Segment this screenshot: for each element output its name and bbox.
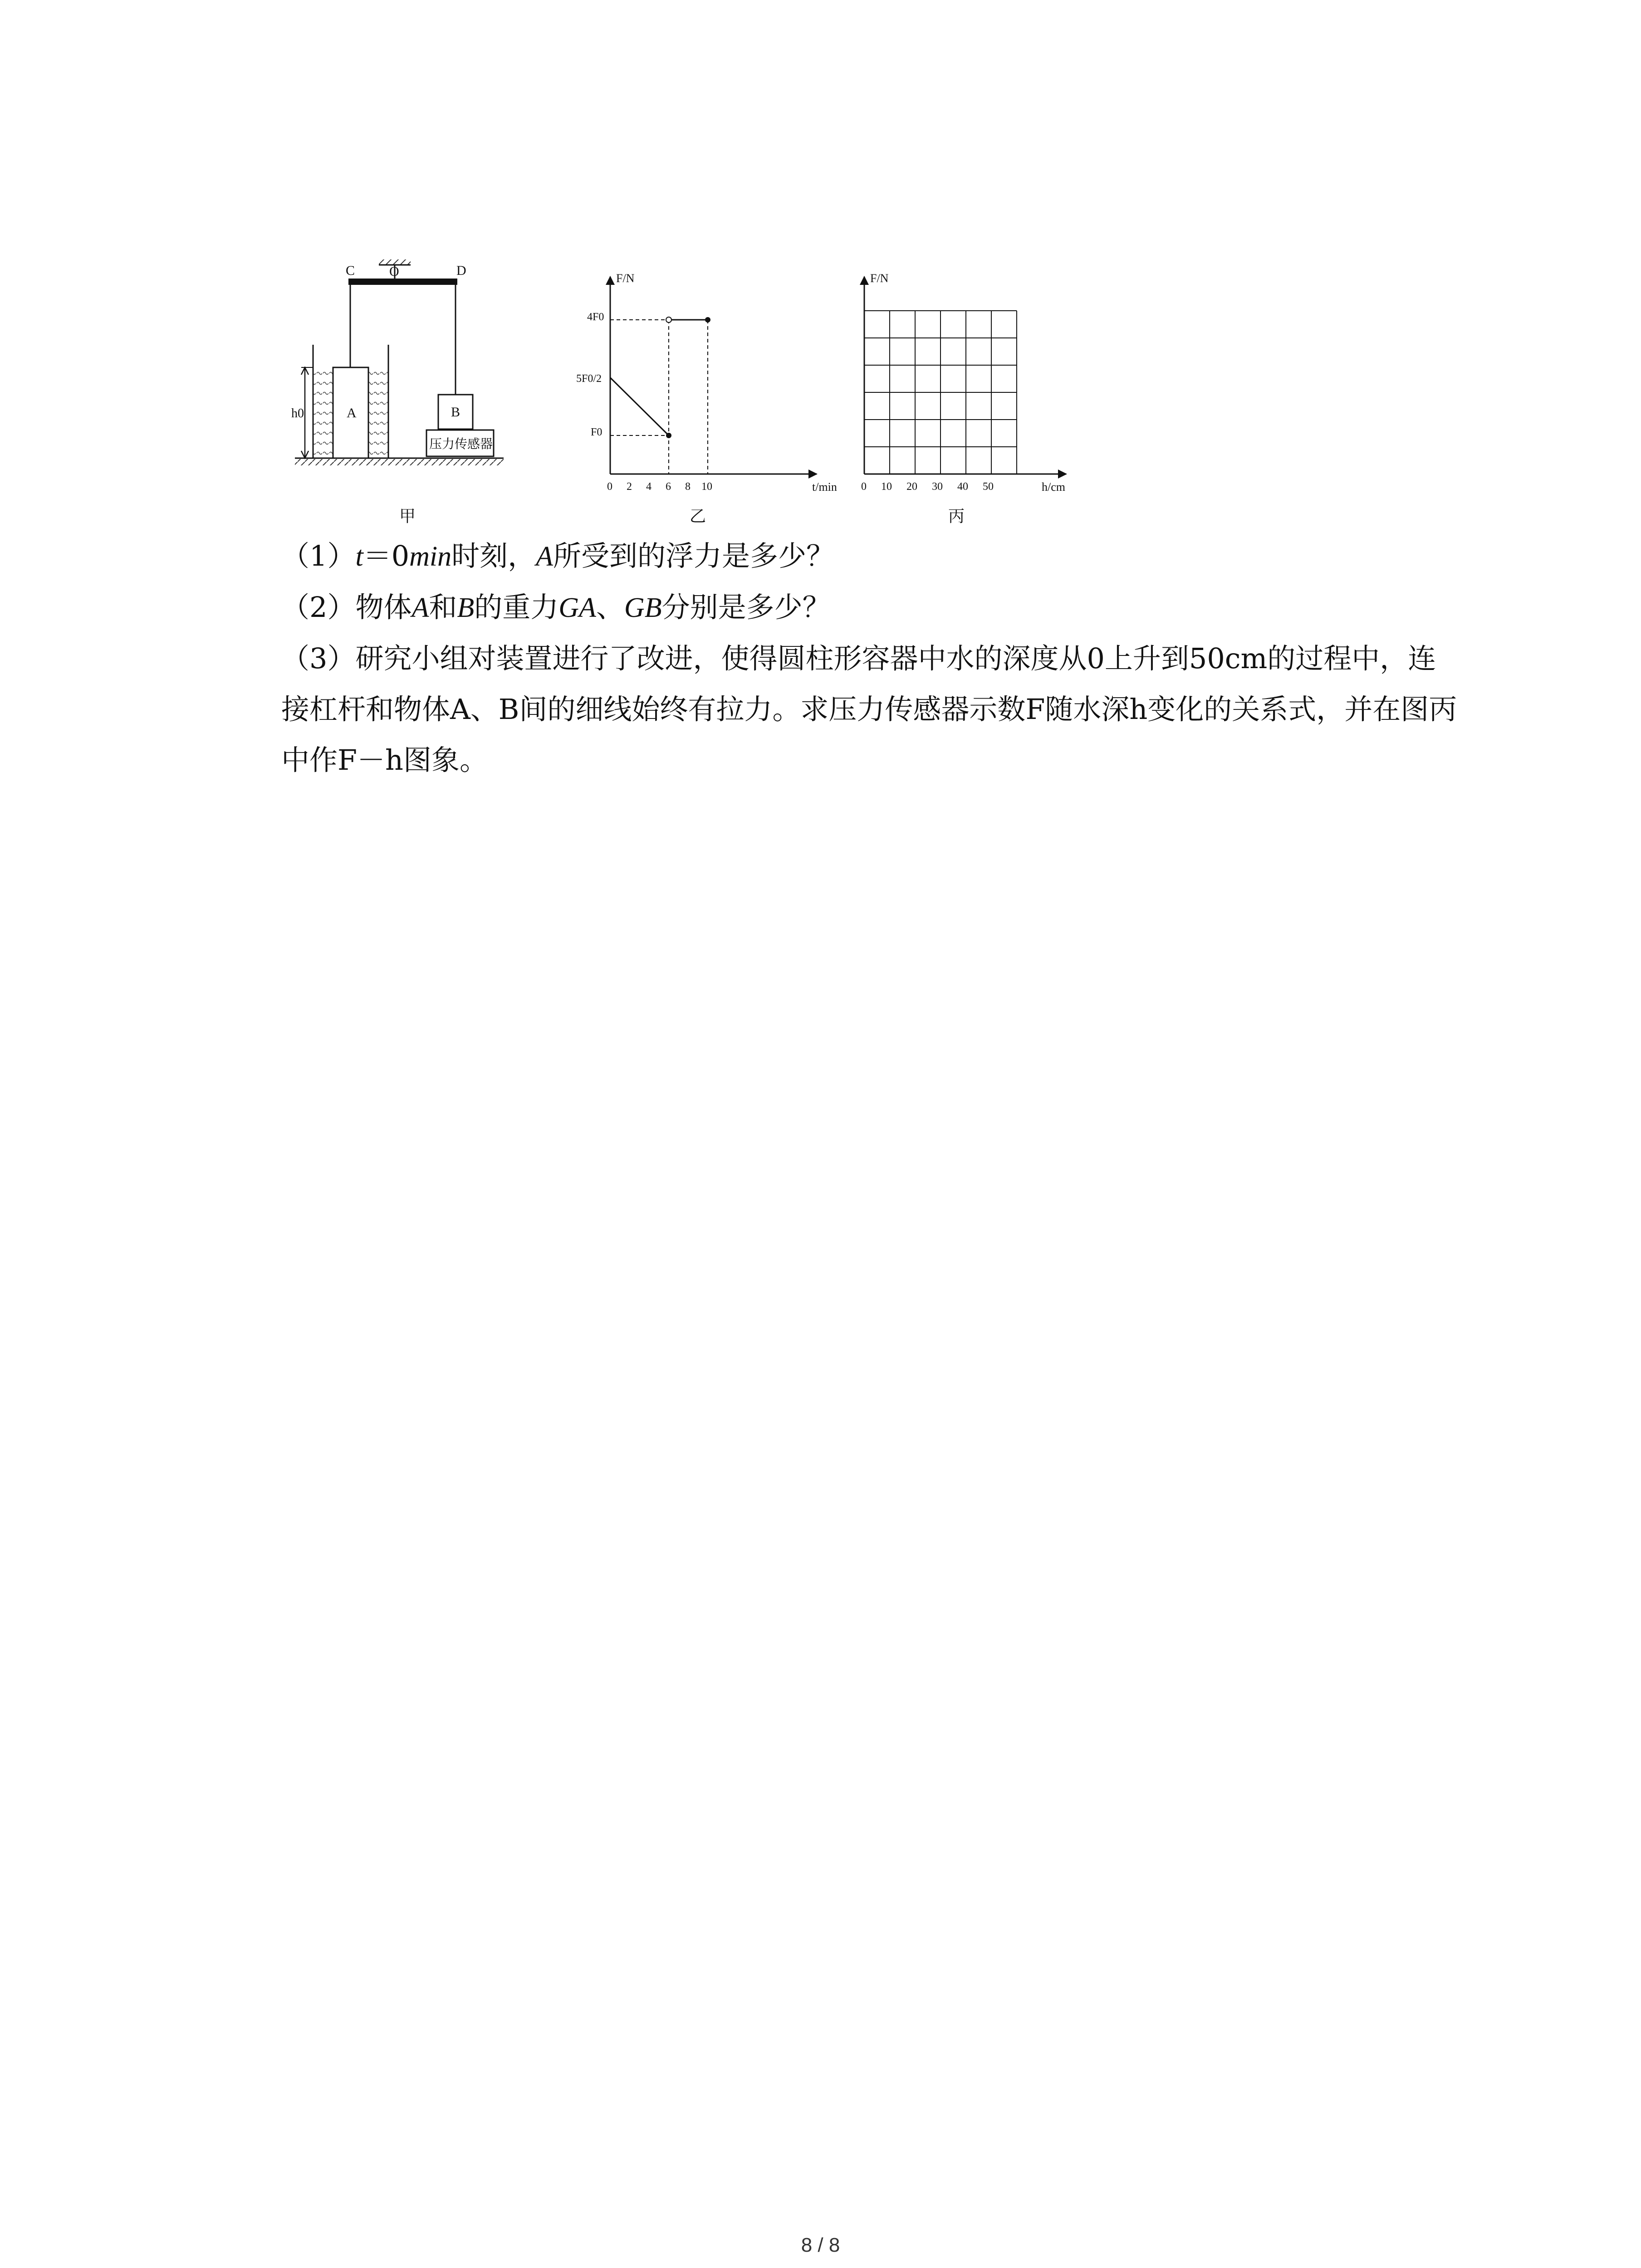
- label-a: A: [347, 406, 357, 420]
- question-1: [281, 531, 1461, 582]
- figure-yi: [576, 272, 837, 526]
- sensor-label: 压力传感器: [429, 436, 493, 451]
- q1-prefix: （1）: [281, 539, 356, 572]
- caption-jia: 甲: [399, 507, 416, 526]
- q1-text-a: 时刻，: [451, 539, 536, 572]
- x-tick-2: 2: [627, 481, 632, 493]
- question-3: [281, 633, 1461, 786]
- water-right: [368, 367, 388, 458]
- caption-yi: 乙: [690, 507, 706, 526]
- x-tick-0: 0: [607, 481, 612, 493]
- q1-t: t: [355, 541, 363, 572]
- q2-ga: GA: [558, 592, 596, 623]
- figures-svg: [290, 259, 1107, 540]
- bing-x-tick-30: 30: [932, 481, 943, 493]
- point-t10-4f0: [705, 317, 710, 323]
- q3-text: 研究小组对装置进行了改进，使得圆柱形容器中水的深度从0上升到50cm的过程中，连接杠杆和物体A、B间的细线始终有拉力。求压力传感器示数F随水深h变化的关系式，并在图丙中作F－h图象。: [281, 642, 1457, 777]
- q2-b: B: [457, 592, 475, 623]
- chart-marks: [610, 317, 710, 474]
- x-axis-label: t/min: [812, 480, 837, 494]
- y-tick-4f0: 4F0: [587, 311, 604, 323]
- bing-x-tick-0: 0: [861, 481, 867, 493]
- q2-text-c: 的重力: [474, 591, 559, 624]
- q2-prefix: （2）: [281, 591, 356, 624]
- y-tick-f0: F0: [591, 426, 603, 438]
- x-tick-4: 4: [646, 481, 652, 493]
- q1-a: A: [536, 541, 554, 572]
- ground-hatch: [295, 459, 504, 465]
- q2-text-a: 物体: [355, 591, 412, 624]
- water-left: [313, 367, 333, 458]
- lever-cd: [348, 279, 457, 285]
- bing-x-tick-50: 50: [983, 481, 994, 493]
- label-c: C: [346, 263, 355, 278]
- q3-prefix: （3）: [281, 642, 356, 675]
- question-2: [281, 582, 1461, 633]
- x-tick-6: 6: [666, 481, 671, 493]
- series-decline-line: [610, 378, 669, 436]
- q2-a: A: [411, 592, 429, 623]
- blank-grid: [864, 311, 1017, 474]
- y-axis-label: F/N: [616, 272, 635, 285]
- figure-bing: [860, 272, 1067, 526]
- q1-eq: ＝0: [363, 539, 410, 572]
- chart-yi: [576, 272, 837, 494]
- point-t6-f0: [666, 433, 671, 438]
- label-h0: h0: [291, 406, 304, 420]
- x-tick-8: 8: [685, 481, 691, 493]
- caption-bing: 丙: [948, 507, 965, 526]
- point-t6-4f0-open: [666, 317, 671, 323]
- label-d: D: [456, 263, 466, 278]
- questions: [281, 531, 1461, 786]
- figure-jia: [291, 259, 504, 526]
- q1-text-b: 所受到的浮力是多少？: [553, 539, 835, 572]
- q2-text-b: 和: [429, 591, 457, 624]
- q2-sep: 、: [596, 591, 624, 624]
- q2-text-d: 分别是多少？: [661, 591, 831, 624]
- page-number: 8 / 8: [801, 2234, 840, 2256]
- x-tick-labels: [607, 481, 712, 493]
- bing-x-axis-label: h/cm: [1042, 480, 1065, 494]
- figures-row: [290, 259, 1107, 540]
- bing-x-tick-20: 20: [906, 481, 917, 493]
- bing-x-tick-10: 10: [881, 481, 892, 493]
- bing-x-tick-labels: [861, 481, 994, 493]
- bing-x-tick-40: 40: [957, 481, 968, 493]
- label-o: O: [389, 264, 399, 279]
- q1-min: min: [409, 541, 452, 572]
- bing-y-axis-label: F/N: [870, 272, 889, 285]
- q2-gb: GB: [624, 592, 662, 623]
- y-tick-5f0-2: 5F0/2: [576, 373, 602, 385]
- x-tick-10: 10: [701, 481, 712, 493]
- label-b: B: [451, 405, 460, 420]
